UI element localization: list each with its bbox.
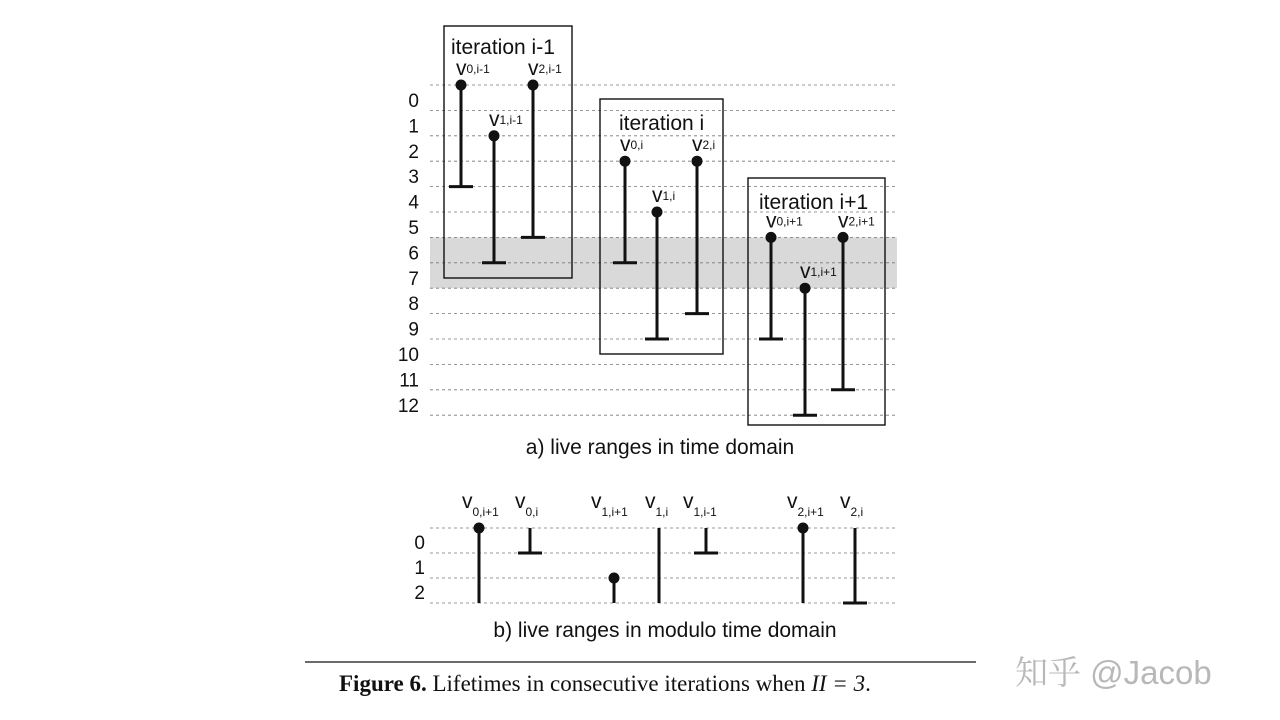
def-dot <box>798 523 809 534</box>
time-label-a: 10 <box>397 345 419 366</box>
var-label: v1,i-1 <box>489 107 523 131</box>
var-label: v0,i <box>620 133 644 157</box>
caption-b: b) live ranges in modulo time domain <box>493 619 837 642</box>
modulo-lifetime <box>683 490 718 553</box>
time-label-a: 7 <box>408 268 419 290</box>
iteration-title: iteration i <box>619 112 705 135</box>
time-label-a: 1 <box>408 116 419 138</box>
def-dot <box>474 523 485 534</box>
time-label-a: 8 <box>408 294 419 316</box>
iteration-title: iteration i+1 <box>759 191 869 214</box>
var-label: v0,i+1 <box>766 209 803 233</box>
def-dot <box>766 232 777 243</box>
var-label: $v_{0,i}$ <box>515 490 539 519</box>
time-label-a: 0 <box>408 91 419 112</box>
time-label-a: 3 <box>408 167 419 189</box>
time-label-a: 11 <box>399 370 419 392</box>
var-label: $v_{1,i}$ <box>645 490 669 519</box>
var-label: $v_{1,i-1}$ <box>683 490 717 519</box>
time-label-a: 2 <box>408 141 419 163</box>
var-label: v2,i-1 <box>528 57 562 80</box>
iteration-title: iteration i-1 <box>451 36 555 59</box>
def-dot <box>692 156 703 167</box>
time-label-a: 5 <box>408 218 419 239</box>
def-dot <box>652 207 663 218</box>
time-label-a: 6 <box>408 243 419 265</box>
modulo-lifetime <box>645 490 668 603</box>
var-label: $v_{2,i}$ <box>840 490 864 519</box>
var-label: v0,i-1 <box>456 57 490 80</box>
modulo-lifetime <box>591 490 628 603</box>
def-dot <box>800 283 811 294</box>
figure-caption: Figure 6. Lifetimes in consecutive iterations when II = 3. <box>339 671 871 696</box>
time-label-a: 9 <box>408 319 419 341</box>
time-label-a: 12 <box>397 395 419 417</box>
var-label: v1,i+1 <box>800 260 837 284</box>
iteration-box <box>600 99 723 354</box>
iteration-box <box>748 178 885 425</box>
var-label: v2,i <box>692 133 716 157</box>
modulo-lifetime <box>515 490 542 553</box>
time-label-b: 2 <box>414 583 425 604</box>
caption-a: a) live ranges in time domain <box>525 436 795 459</box>
watermark: 知乎 @Jacob <box>1015 654 1212 691</box>
var-label: v2,i+1 <box>838 209 875 233</box>
def-dot <box>528 80 539 91</box>
def-dot <box>620 156 631 167</box>
time-label-a: 4 <box>408 192 419 214</box>
def-dot <box>609 573 620 584</box>
time-label-b: 0 <box>414 533 425 554</box>
def-dot <box>489 130 500 141</box>
modulo-lifetime <box>787 490 824 603</box>
def-dot <box>838 232 849 243</box>
var-label: $v_{2,i+1}$ <box>787 490 824 519</box>
var-label: $v_{0,i+1}$ <box>462 490 499 519</box>
modulo-lifetime <box>462 490 499 603</box>
time-label-b: 1 <box>414 558 425 579</box>
var-label: $v_{1,i+1}$ <box>591 490 628 519</box>
var-label: v1,i <box>652 184 676 207</box>
def-dot <box>456 80 467 91</box>
modulo-lifetime <box>840 490 867 603</box>
